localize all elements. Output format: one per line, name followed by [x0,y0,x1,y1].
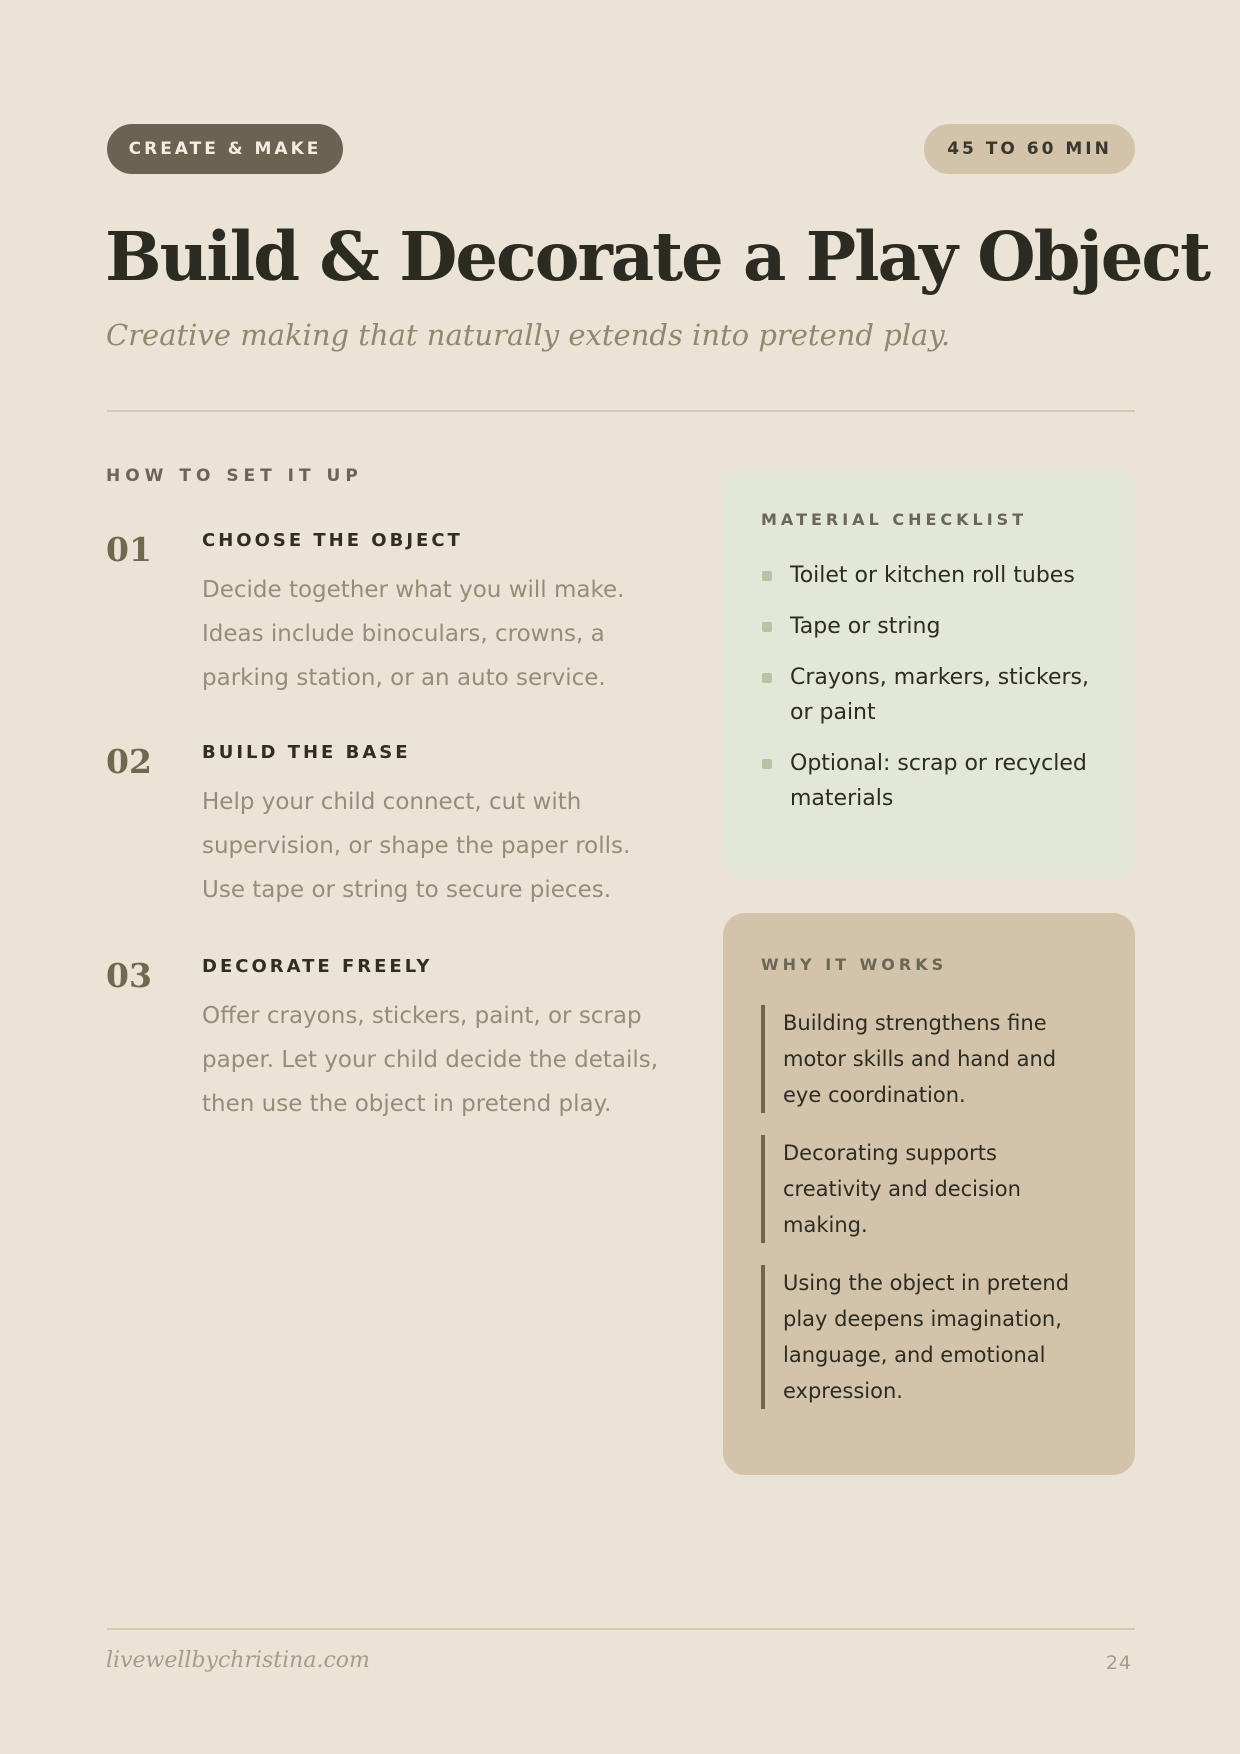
setup-section-label: HOW TO SET IT UP [106,466,363,486]
page-number: 24 [1105,1652,1132,1674]
checklist-item [761,746,1101,816]
step-description: Help your child connect, cut with supervision, or shape the paper rolls. Use tape or string to secure pieces. [202,789,631,903]
checklist-item [761,609,1101,644]
why-item: Decorating supports creativity and decision making. [761,1135,1101,1243]
checklist-item-text: Optional: scrap or recycled materials [790,751,1087,811]
step-number: 03 [106,956,152,995]
step-title: DECORATE FREELY [202,956,433,977]
step-number: 02 [106,742,152,781]
why-item: Using the object in pretend play deepens imagination, language, and emotional expression. [761,1265,1101,1409]
material-checklist-card [723,470,1135,878]
why-list [761,1005,1101,1431]
checkbox-bullet-icon [762,759,772,769]
page-title: Build & Decorate a Play Object [105,217,1210,296]
why-label: WHY IT WORKS [761,955,948,974]
why-it-works-card [723,913,1135,1475]
checklist-item-text: Tape or string [790,614,941,639]
duration-badge: 45 TO 60 MIN [924,124,1135,174]
checklist-item-text: Crayons, markers, stickers, or paint [790,665,1089,725]
category-badge: CREATE & MAKE [107,124,343,174]
checkbox-bullet-icon [762,622,772,632]
top-divider [107,410,1135,412]
step-title: CHOOSE THE OBJECT [202,530,463,551]
checklist-list [761,558,1101,832]
checklist-item [761,558,1101,593]
step-title: BUILD THE BASE [202,742,411,763]
checklist-label: MATERIAL CHECKLIST [761,510,1028,529]
step-description: Offer crayons, stickers, paint, or scrap paper. Let your child decide the details, then use the object in pretend play. [202,1003,659,1117]
checklist-item [761,660,1101,730]
checklist-item-text: Toilet or kitchen roll tubes [790,563,1075,588]
bottom-divider [107,1628,1135,1630]
why-item: Building strengthens fine motor skills and hand and eye coordination. [761,1005,1101,1113]
checkbox-bullet-icon [762,673,772,683]
footer-website: livewellbychristina.com [106,1648,370,1673]
checkbox-bullet-icon [762,571,772,581]
step-description: Decide together what you will make. Ideas include binoculars, crowns, a parking station, or an auto service. [202,577,625,691]
page-subtitle: Creative making that naturally extends into pretend play. [106,318,951,352]
step-number: 01 [106,530,152,569]
